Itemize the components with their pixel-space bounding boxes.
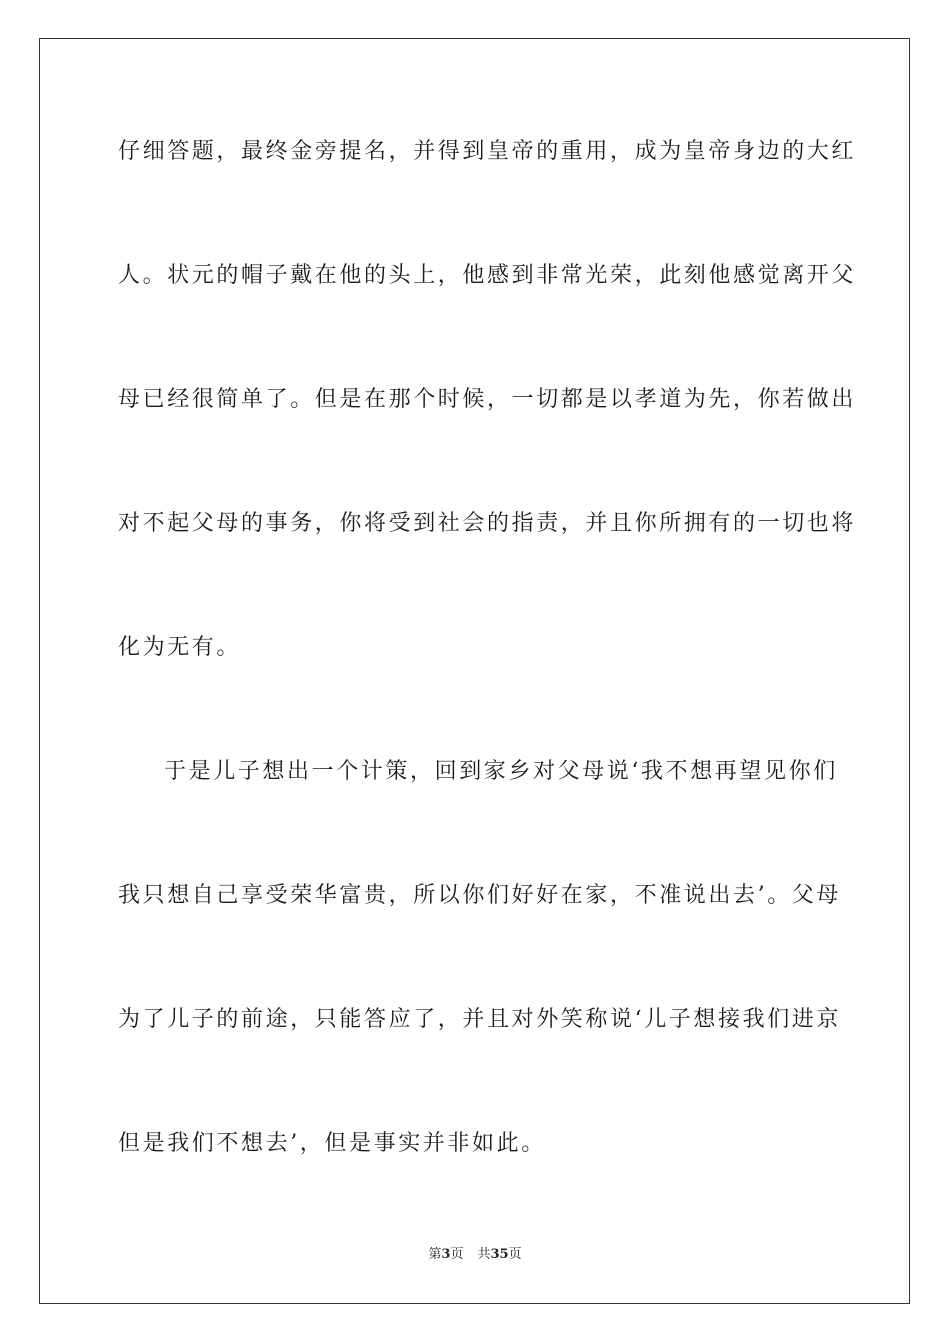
text-line-6: 于是儿子想出一个计策，回到家乡对父母说‘我不想再望见你们	[164, 759, 838, 784]
text-line-4: 对不起父母的事务，你将受到社会的指责，并且你所拥有的一切也将	[118, 511, 857, 536]
page-footer	[0, 1246, 950, 1264]
text-line-5: 化为无有。	[118, 635, 242, 660]
text-line-3: 母已经很简单了。但是在那个时候，一切都是以孝道为先，你若做出	[118, 387, 857, 412]
footer-page-number: 3	[441, 1247, 451, 1262]
footer-page-suffix: 页	[450, 1247, 464, 1262]
footer-page-prefix: 第	[428, 1247, 442, 1262]
text-line-1: 仔细答题，最终金旁提名，并得到皇帝的重用，成为皇帝身边的大红	[118, 139, 857, 164]
page-border	[39, 38, 910, 1304]
footer-total-number: 35	[490, 1247, 509, 1262]
text-line-2: 人。状元的帽子戴在他的头上，他感到非常光荣，此刻他感觉离开父	[118, 263, 857, 288]
footer-total-prefix: 共	[477, 1247, 491, 1262]
text-line-7: 我只想自己享受荣华富贵，所以你们好好在家，不准说出去’。父母	[118, 883, 841, 908]
footer-total-suffix: 页	[508, 1247, 522, 1262]
text-line-8: 为了儿子的前途，只能答应了，并且对外笑称说‘儿子想接我们进京	[118, 1007, 841, 1032]
text-line-9: 但是我们不想去’，但是事实并非如此。	[118, 1131, 546, 1156]
